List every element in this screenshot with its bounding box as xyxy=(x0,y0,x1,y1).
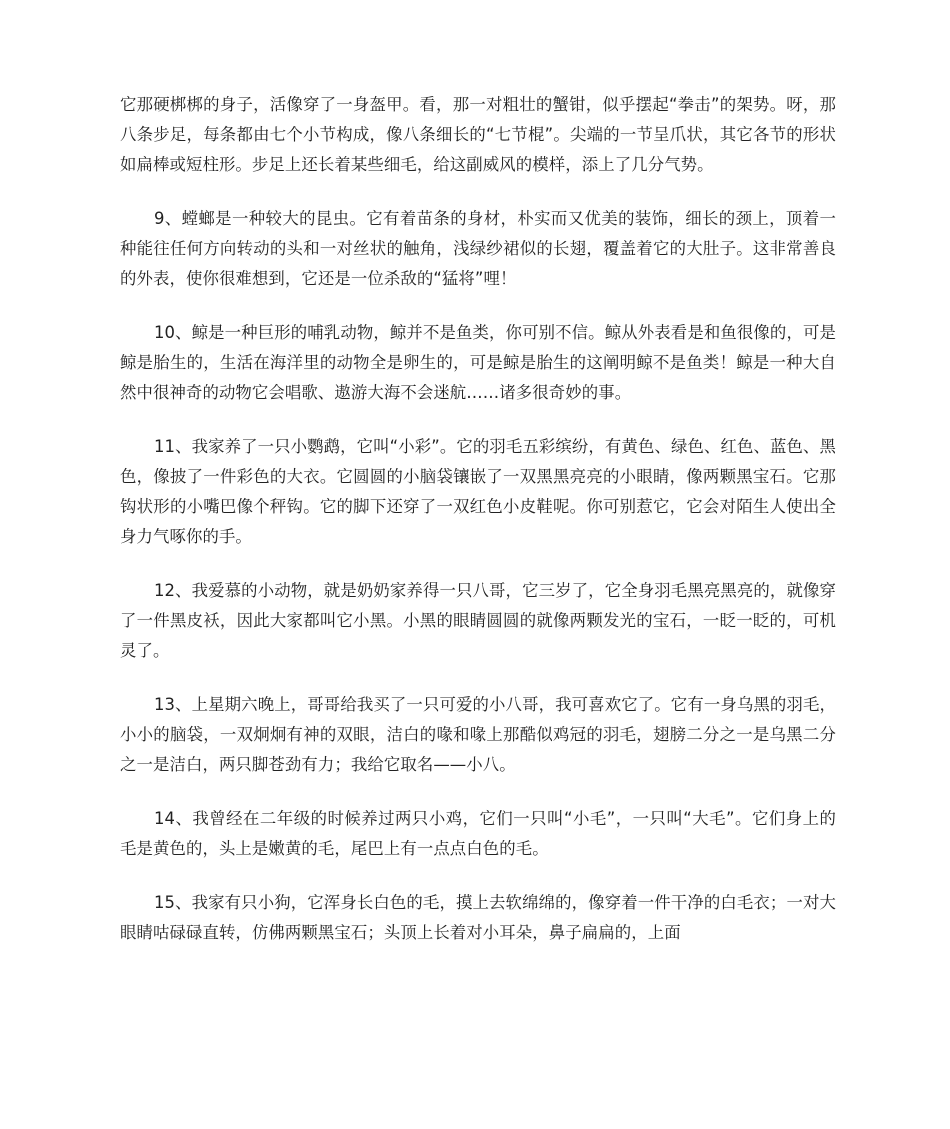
document-page xyxy=(120,90,836,972)
paragraph-myna-brother: 13、上星期六晚上，哥哥给我买了一只可爱的小八哥，我可喜欢它了。它有一身乌黑的羽毛，小小的脑袋，一双炯炯有神的双眼，洁白的喙和喙上那酷似鸡冠的羽毛，翅膀二分之一是乌黑二分之一是洁白，两只脚苍劲有力；我给它取名——小八。 xyxy=(120,695,836,774)
paragraph-crab: 它那硬梆梆的身子，活像穿了一身盔甲。看，那一对粗壮的蟹钳，似乎摆起“拳击”的架势。呀，那八条步足，每条都由七个小节构成，像八条细长的“七节棍”。尖端的一节呈爪状，其它各节的形状如扁棒或短柱形。步足上还长着某些细毛，给这副威风的模样，添上了几分气势。 xyxy=(120,95,836,174)
paragraph-dog: 15、我家有只小狗，它浑身长白色的毛，摸上去软绵绵的，像穿着一件干净的白毛衣；一对大眼睛咕碌碌直转，仿佛两颗黑宝石；头顶上长着对小耳朵，鼻子扁扁的，上面 xyxy=(120,893,836,942)
paragraph-whale: 10、鲸是一种巨形的哺乳动物，鲸并不是鱼类，你可别不信。鲸从外表看是和鱼很像的，可是鲸是胎生的，生活在海洋里的动物全是卵生的，可是鲸是胎生的这阐明鲸不是鱼类！鲸是一种大自然中很神奇的动物它会唱歌、遨游大海不会迷航……诸多很奇妙的事。 xyxy=(120,323,836,402)
paragraph-chicks: 14、我曾经在二年级的时候养过两只小鸡，它们一只叫“小毛”，一只叫“大毛”。它们身上的毛是黄色的，头上是嫩黄的毛，尾巴上有一点点白色的毛。 xyxy=(120,809,836,858)
paragraph-parrot: 11、我家养了一只小鹦鹉，它叫“小彩”。它的羽毛五彩缤纷，有黄色、绿色、红色、蓝色、黑色，像披了一件彩色的大衣。它圆圆的小脑袋镶嵌了一双黑黑亮亮的小眼睛，像两颗黑宝石。它那钩状形的小嘴巴像个秤钩。它的脚下还穿了一双红色小皮鞋呢。你可别惹它，它会对陌生人使出全身力气啄你的手。 xyxy=(120,437,836,546)
paragraph-myna-grandma: 12、我爱慕的小动物，就是奶奶家养得一只八哥，它三岁了，它全身羽毛黑亮黑亮的，就像穿了一件黑皮袄，因此大家都叫它小黑。小黑的眼睛圆圆的就像两颗发光的宝石，一眨一眨的，可机灵了。 xyxy=(120,581,836,660)
paragraph-mantis: 9、螳螂是一种较大的昆虫。它有着苗条的身材，朴实而又优美的装饰，细长的颈上，顶着一种能往任何方向转动的头和一对丝状的触角，浅绿纱裙似的长翅，覆盖着它的大肚子。这非常善良的外表，使你很难想到，它还是一位杀敌的“猛将”哩！ xyxy=(120,209,836,288)
